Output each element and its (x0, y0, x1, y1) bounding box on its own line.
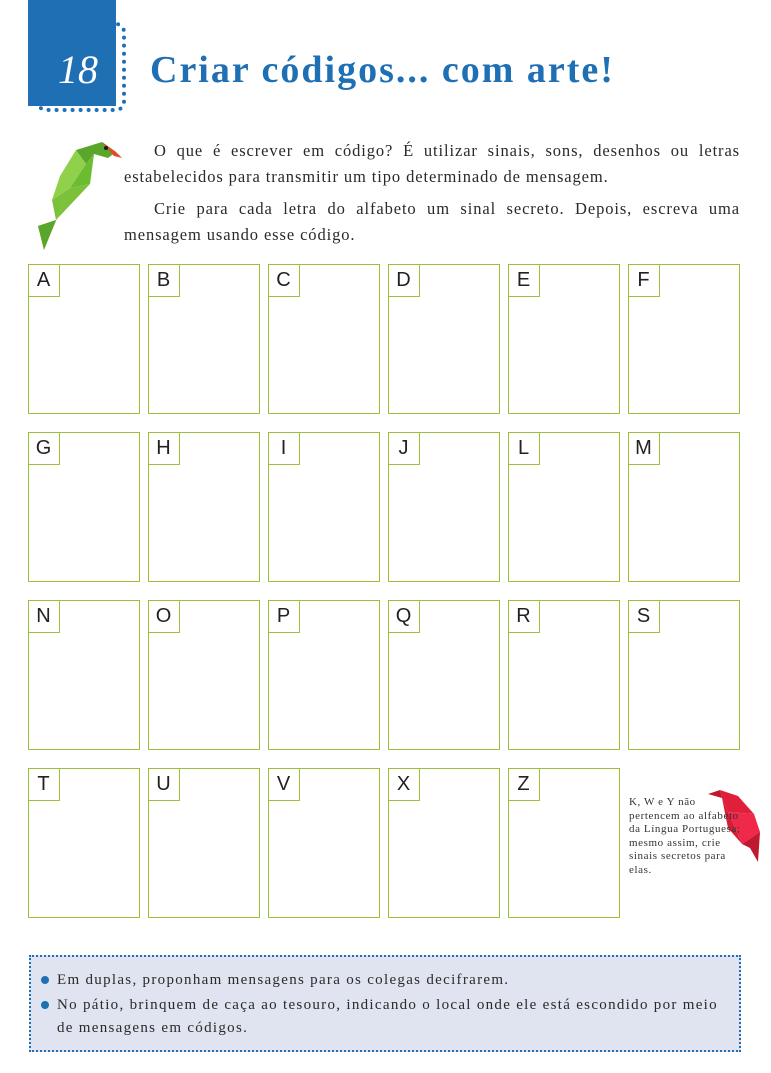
letter-box-c (268, 264, 380, 414)
intro-paragraph-2: Crie para cada letra do alfabeto um sinal secreto. Depois, escreva uma mensagem usando esse código. (124, 199, 740, 244)
letter-box-t (28, 768, 140, 918)
letter-label: Z (508, 768, 540, 801)
letter-box-e (508, 264, 620, 414)
activities-box (29, 955, 741, 1052)
letter-label: A (28, 264, 60, 297)
letter-label: B (148, 264, 180, 297)
letter-label: I (268, 432, 300, 465)
letter-label: N (28, 600, 60, 633)
letter-label: H (148, 432, 180, 465)
letter-box-o (148, 600, 260, 750)
lesson-number-badge (28, 0, 132, 120)
letter-box-q (388, 600, 500, 750)
activity-text: Em duplas, proponham mensagens para os colegas decifrarem. (57, 972, 510, 988)
letter-box-l (508, 432, 620, 582)
letter-box-v (268, 768, 380, 918)
letter-label: X (388, 768, 420, 801)
letter-label: D (388, 264, 420, 297)
letter-label: O (148, 600, 180, 633)
letter-label: U (148, 768, 180, 801)
letter-box-f (628, 264, 740, 414)
letter-label: F (628, 264, 660, 297)
letter-box-d (388, 264, 500, 414)
letter-box-p (268, 600, 380, 750)
letter-label: G (28, 432, 60, 465)
letter-label: J (388, 432, 420, 465)
intro-text (124, 138, 740, 254)
bullet-icon (41, 976, 49, 984)
letter-label: T (28, 768, 60, 801)
letter-box-x (388, 768, 500, 918)
letter-box-b (148, 264, 260, 414)
letter-label: R (508, 600, 540, 633)
letter-box-z (508, 768, 620, 918)
letter-box-i (268, 432, 380, 582)
letter-box-g (28, 432, 140, 582)
alphabet-note: K, W e Y não pertencem ao alfabeto da Língua Portuguesa; mesmo assim, crie sinais secretos para elas. (629, 796, 741, 876)
activity-item (41, 994, 729, 1040)
letter-label: M (628, 432, 660, 465)
activity-item (41, 969, 729, 992)
letter-label: C (268, 264, 300, 297)
letter-box-n (28, 600, 140, 750)
letter-label: P (268, 600, 300, 633)
letter-label: E (508, 264, 540, 297)
letter-box-r (508, 600, 620, 750)
lesson-number: 18 (58, 47, 98, 92)
intro-paragraph-1: O que é escrever em código? É utilizar sinais, sons, desenhos ou letras estabelecidos para transmitir um tipo determinado de mensagem. (124, 141, 740, 186)
letter-label: V (268, 768, 300, 801)
letter-box-h (148, 432, 260, 582)
letter-box-u (148, 768, 260, 918)
letter-box-s (628, 600, 740, 750)
letter-label: S (628, 600, 660, 633)
origami-parrot-icon (30, 140, 126, 252)
letter-box-a (28, 264, 140, 414)
bullet-icon (41, 1001, 49, 1009)
letter-label: L (508, 432, 540, 465)
letter-label: Q (388, 600, 420, 633)
letter-box-m (628, 432, 740, 582)
letter-box-j (388, 432, 500, 582)
page-title: Criar códigos... com arte! (150, 49, 615, 91)
activity-text: No pátio, brinquem de caça ao tesouro, indicando o local onde ele está escondido por meio de mensagens em códigos. (57, 997, 718, 1036)
